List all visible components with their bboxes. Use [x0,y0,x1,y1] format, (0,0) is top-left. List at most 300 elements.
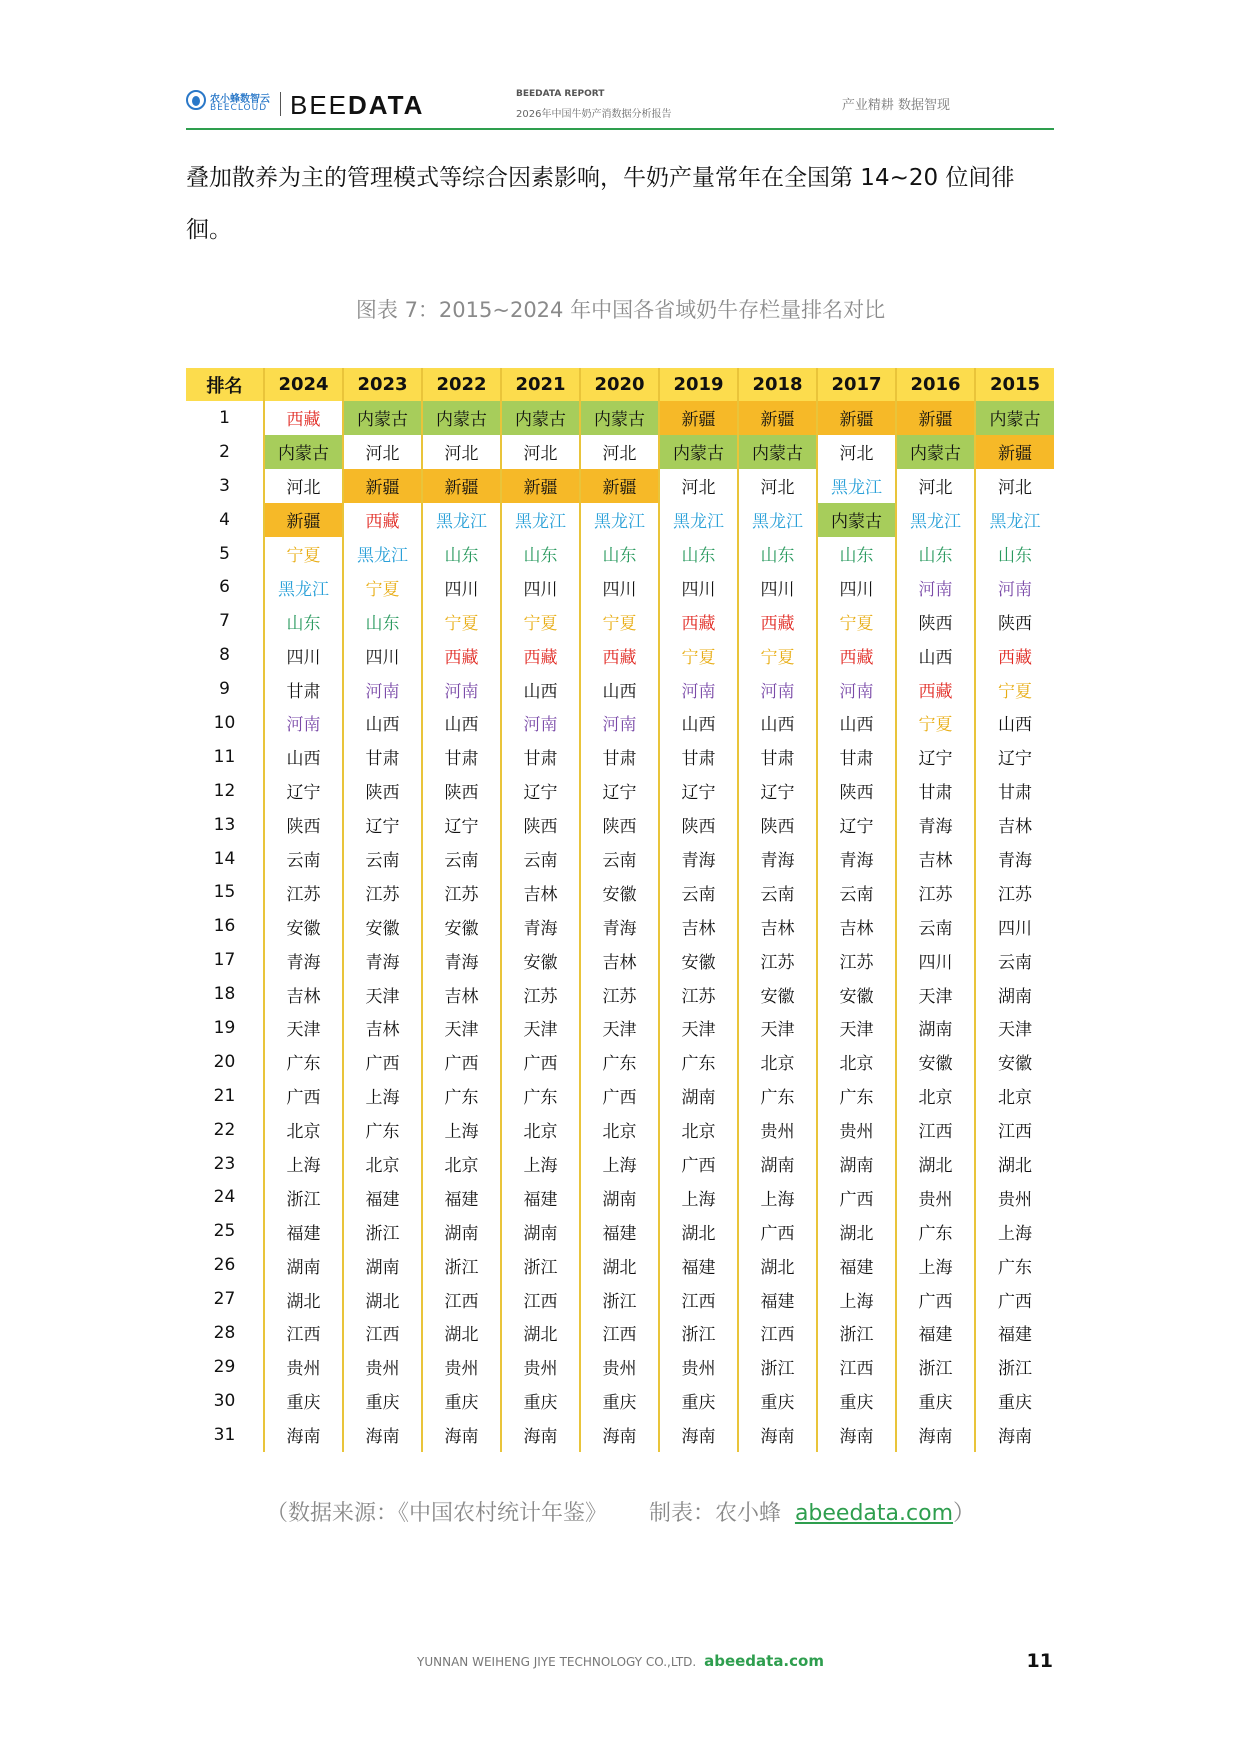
province-cell: 河北 [501,435,580,469]
province-cell: 浙江 [659,1316,738,1350]
province-cell: 贵州 [343,1350,422,1384]
province-cell: 黑龙江 [580,503,659,537]
province-cell: 内蒙古 [817,503,896,537]
province-cell: 新疆 [896,401,975,435]
province-cell: 安徽 [422,909,501,943]
province-cell: 新疆 [343,469,422,503]
province-cell: 河北 [659,469,738,503]
province-cell: 安徽 [817,977,896,1011]
table-row [186,1147,1054,1181]
province-cell: 上海 [817,1282,896,1316]
year-column-header: 2024 [264,368,343,401]
province-cell: 安徽 [580,875,659,909]
province-cell: 宁夏 [343,570,422,604]
province-cell: 北京 [817,1045,896,1079]
province-cell: 青海 [264,943,343,977]
province-cell: 西藏 [975,638,1054,672]
rank-cell: 16 [213,916,236,937]
province-ranking-table [186,368,1054,1452]
province-cell: 辽宁 [501,774,580,808]
province-cell: 甘肃 [659,740,738,774]
header-divider [186,128,1054,130]
rank-cell: 9 [219,679,230,700]
table-row [186,1384,1054,1418]
brand-wordmark [290,90,424,121]
province-cell: 吉林 [343,1011,422,1045]
table-row [186,1248,1054,1282]
header-slogan: 产业精耕 数据智现 [841,98,950,113]
table-header-row [186,368,1054,401]
province-cell: 山东 [817,537,896,571]
rank-cell: 26 [213,1255,236,1276]
rank-cell: 10 [213,712,236,733]
province-cell: 北京 [264,1113,343,1147]
province-cell: 广西 [817,1180,896,1214]
province-cell: 陕西 [896,604,975,638]
rank-cell: 31 [213,1424,236,1445]
province-cell: 云南 [738,875,817,909]
province-cell: 湖南 [738,1147,817,1181]
province-cell: 福建 [501,1180,580,1214]
province-cell: 云南 [896,909,975,943]
table-row [186,537,1054,571]
province-cell: 山东 [343,604,422,638]
province-cell: 山西 [343,706,422,740]
province-cell: 安徽 [896,1045,975,1079]
table-row [186,1011,1054,1045]
province-cell: 陕西 [817,774,896,808]
rank-cell: 8 [219,645,230,666]
province-cell: 甘肃 [501,740,580,774]
rank-cell: 14 [213,848,236,869]
rank-cell: 29 [213,1356,236,1377]
province-cell: 河南 [580,706,659,740]
province-cell: 陕西 [580,808,659,842]
table-row [186,943,1054,977]
province-cell: 上海 [264,1147,343,1181]
province-cell: 天津 [738,1011,817,1045]
province-cell: 天津 [422,1011,501,1045]
province-cell: 宁夏 [422,604,501,638]
province-cell: 陕西 [264,808,343,842]
province-cell: 四川 [975,909,1054,943]
province-cell: 江苏 [501,977,580,1011]
province-cell: 贵州 [422,1350,501,1384]
province-cell: 江苏 [580,977,659,1011]
year-column-header: 2015 [975,368,1054,401]
province-cell: 四川 [659,570,738,604]
province-cell: 天津 [501,1011,580,1045]
province-cell: 浙江 [343,1214,422,1248]
province-cell: 甘肃 [264,672,343,706]
province-cell: 江西 [659,1282,738,1316]
province-cell: 吉林 [817,909,896,943]
province-cell: 山西 [738,706,817,740]
province-cell: 黑龙江 [817,469,896,503]
province-cell: 广西 [975,1282,1054,1316]
province-cell: 青海 [501,909,580,943]
rank-cell: 1 [219,407,230,428]
bee-logo-icon [186,90,206,110]
province-cell: 海南 [501,1418,580,1452]
province-cell: 四川 [896,943,975,977]
province-cell: 广东 [659,1045,738,1079]
province-cell: 北京 [343,1147,422,1181]
table-row [186,977,1054,1011]
province-cell: 浙江 [264,1180,343,1214]
province-cell: 陕西 [738,808,817,842]
rank-cell: 22 [213,1119,236,1140]
province-cell: 山东 [501,537,580,571]
province-cell: 江西 [580,1316,659,1350]
province-cell: 山东 [264,604,343,638]
province-cell: 浙江 [501,1248,580,1282]
province-cell: 辽宁 [817,808,896,842]
province-cell: 江西 [738,1316,817,1350]
province-cell: 宁夏 [817,604,896,638]
province-cell: 甘肃 [343,740,422,774]
province-cell: 安徽 [264,909,343,943]
province-cell: 江苏 [738,943,817,977]
rank-cell: 27 [213,1289,236,1310]
province-cell: 山西 [975,706,1054,740]
province-cell: 云南 [580,842,659,876]
rank-cell: 4 [219,509,230,530]
province-cell: 辽宁 [580,774,659,808]
province-cell: 广西 [580,1079,659,1113]
year-column-header: 2019 [659,368,738,401]
province-cell: 内蒙古 [738,435,817,469]
table-row [186,1079,1054,1113]
province-cell: 安徽 [738,977,817,1011]
province-cell: 山东 [659,537,738,571]
province-cell: 河南 [422,672,501,706]
province-cell: 贵州 [264,1350,343,1384]
province-cell: 江苏 [343,875,422,909]
province-cell: 湖北 [659,1214,738,1248]
year-column-header: 2022 [422,368,501,401]
province-cell: 海南 [738,1418,817,1452]
province-cell: 江西 [501,1282,580,1316]
report-chinese-title: 2026年中国牛奶产消数据分析报告 [516,109,672,120]
table-row [186,1214,1054,1248]
province-cell: 广东 [896,1214,975,1248]
rank-cell: 25 [213,1221,236,1242]
province-cell: 新疆 [975,435,1054,469]
rank-cell: 19 [213,1017,236,1038]
rank-cell: 24 [213,1187,236,1208]
province-cell: 新疆 [659,401,738,435]
table-row [186,570,1054,604]
province-cell: 新疆 [580,469,659,503]
rank-cell: 20 [213,1051,236,1072]
brand-light: BEE [290,90,349,120]
province-cell: 山东 [896,537,975,571]
rank-cell: 23 [213,1153,236,1174]
province-cell: 宁夏 [896,706,975,740]
province-cell: 湖南 [659,1079,738,1113]
province-cell: 吉林 [501,875,580,909]
province-cell: 贵州 [580,1350,659,1384]
province-cell: 青海 [896,808,975,842]
province-cell: 陕西 [422,774,501,808]
table-row [186,875,1054,909]
province-cell: 天津 [975,1011,1054,1045]
province-cell: 北京 [896,1079,975,1113]
province-cell: 河北 [343,435,422,469]
province-cell: 天津 [343,977,422,1011]
province-cell: 浙江 [738,1350,817,1384]
province-cell: 贵州 [501,1350,580,1384]
province-cell: 内蒙古 [975,401,1054,435]
province-cell: 黑龙江 [659,503,738,537]
table-row [186,808,1054,842]
province-cell: 广西 [896,1282,975,1316]
province-cell: 广东 [501,1079,580,1113]
province-cell: 宁夏 [738,638,817,672]
province-cell: 新疆 [422,469,501,503]
province-cell: 四川 [738,570,817,604]
source-suffix: ） [953,1501,976,1526]
table-row [186,672,1054,706]
province-cell: 上海 [422,1113,501,1147]
province-cell: 湖北 [817,1214,896,1248]
province-cell: 广西 [264,1079,343,1113]
province-cell: 内蒙古 [659,435,738,469]
province-cell: 山西 [659,706,738,740]
province-cell: 内蒙古 [580,401,659,435]
province-cell: 重庆 [264,1384,343,1418]
province-cell: 甘肃 [817,740,896,774]
year-column-header: 2021 [501,368,580,401]
rank-cell: 12 [213,780,236,801]
province-cell: 湖北 [501,1316,580,1350]
page-header [186,84,1054,128]
province-cell: 吉林 [580,943,659,977]
province-cell: 广东 [422,1079,501,1113]
province-cell: 宁夏 [659,638,738,672]
province-cell: 黑龙江 [738,503,817,537]
footer-site[interactable]: abeedata.com [704,1652,824,1670]
table-caption: 图表 7：2015~2024 年中国各省域奶牛存栏量排名对比 [355,298,886,322]
province-cell: 内蒙古 [422,401,501,435]
province-cell: 云南 [501,842,580,876]
province-cell: 新疆 [501,469,580,503]
province-cell: 青海 [738,842,817,876]
province-cell: 西藏 [422,638,501,672]
province-cell: 河南 [975,570,1054,604]
report-english-title: BEEDATA REPORT [516,89,605,99]
province-cell: 安徽 [975,1045,1054,1079]
rank-cell: 13 [213,814,236,835]
rank-cell: 28 [213,1322,236,1343]
rank-cell: 2 [219,441,230,462]
province-cell: 辽宁 [422,808,501,842]
province-cell: 江西 [975,1113,1054,1147]
page-footer [0,1652,1241,1670]
province-cell: 贵州 [817,1113,896,1147]
province-cell: 贵州 [738,1113,817,1147]
table-row [186,774,1054,808]
province-cell: 海南 [422,1418,501,1452]
province-cell: 湖南 [817,1147,896,1181]
province-cell: 贵州 [896,1180,975,1214]
province-cell: 广西 [422,1045,501,1079]
province-cell: 河南 [896,570,975,604]
province-cell: 内蒙古 [343,401,422,435]
province-cell: 内蒙古 [264,435,343,469]
province-cell: 新疆 [738,401,817,435]
province-cell: 山东 [975,537,1054,571]
table-row [186,1045,1054,1079]
province-cell: 浙江 [975,1350,1054,1384]
province-cell: 海南 [580,1418,659,1452]
table-row [186,740,1054,774]
province-cell: 上海 [738,1180,817,1214]
province-cell: 福建 [659,1248,738,1282]
province-cell: 上海 [896,1248,975,1282]
province-cell: 辽宁 [659,774,738,808]
province-cell: 西藏 [738,604,817,638]
province-cell: 北京 [975,1079,1054,1113]
province-cell: 山西 [422,706,501,740]
rank-cell: 5 [219,543,230,564]
province-cell: 四川 [580,570,659,604]
province-cell: 黑龙江 [343,537,422,571]
province-cell: 河南 [343,672,422,706]
logo-english-name: BEECLOUD [210,103,268,113]
province-cell: 福建 [264,1214,343,1248]
province-cell: 山西 [896,638,975,672]
rank-cell: 6 [219,577,230,598]
province-cell: 安徽 [501,943,580,977]
province-cell: 青海 [422,943,501,977]
province-cell: 辽宁 [264,774,343,808]
province-cell: 云南 [343,842,422,876]
province-cell: 吉林 [975,808,1054,842]
province-cell: 北京 [738,1045,817,1079]
province-cell: 西藏 [343,503,422,537]
year-column-header: 2020 [580,368,659,401]
province-cell: 广东 [817,1079,896,1113]
province-cell: 重庆 [343,1384,422,1418]
province-cell: 安徽 [659,943,738,977]
table-row [186,1282,1054,1316]
rank-cell: 15 [213,882,236,903]
province-cell: 福建 [422,1180,501,1214]
province-cell: 宁夏 [975,672,1054,706]
province-cell: 河北 [738,469,817,503]
province-cell: 北京 [501,1113,580,1147]
province-cell: 江苏 [896,875,975,909]
province-cell: 内蒙古 [501,401,580,435]
province-cell: 四川 [422,570,501,604]
province-cell: 甘肃 [975,774,1054,808]
province-cell: 吉林 [264,977,343,1011]
table-row [186,469,1054,503]
province-cell: 西藏 [264,401,343,435]
data-source-note [0,1496,1241,1527]
province-cell: 河北 [422,435,501,469]
province-cell: 福建 [975,1316,1054,1350]
province-cell: 四川 [343,638,422,672]
province-cell: 云南 [975,943,1054,977]
province-cell: 广东 [264,1045,343,1079]
table-row [186,1350,1054,1384]
province-cell: 江西 [343,1316,422,1350]
province-cell: 辽宁 [343,808,422,842]
province-cell: 黑龙江 [422,503,501,537]
table-row [186,1316,1054,1350]
province-cell: 黑龙江 [501,503,580,537]
table-row [186,1180,1054,1214]
province-cell: 江西 [817,1350,896,1384]
province-cell: 吉林 [422,977,501,1011]
source-link[interactable]: abeedata.com [794,1501,954,1526]
province-cell: 重庆 [580,1384,659,1418]
province-cell: 青海 [817,842,896,876]
province-cell: 湖南 [343,1248,422,1282]
province-cell: 湖北 [422,1316,501,1350]
province-cell: 甘肃 [580,740,659,774]
table-row [186,1113,1054,1147]
province-cell: 广东 [975,1248,1054,1282]
province-cell: 上海 [580,1147,659,1181]
province-cell: 四川 [264,638,343,672]
province-cell: 北京 [422,1147,501,1181]
province-cell: 湖北 [975,1147,1054,1181]
province-cell: 黑龙江 [264,570,343,604]
province-cell: 新疆 [264,503,343,537]
province-cell: 河南 [501,706,580,740]
table-row [186,604,1054,638]
province-cell: 甘肃 [896,774,975,808]
table-body [186,401,1054,1452]
province-cell: 河南 [659,672,738,706]
province-cell: 西藏 [659,604,738,638]
province-cell: 河北 [264,469,343,503]
province-cell: 福建 [896,1316,975,1350]
province-cell: 陕西 [343,774,422,808]
rank-cell: 21 [213,1085,236,1106]
province-cell: 西藏 [580,638,659,672]
logo-chinese-name: 农小蜂数智云 [210,94,270,105]
table-row [186,909,1054,943]
rank-cell: 11 [213,746,236,767]
province-cell: 天津 [659,1011,738,1045]
year-column-header: 2018 [738,368,817,401]
province-cell: 天津 [580,1011,659,1045]
province-cell: 重庆 [501,1384,580,1418]
logo-separator [280,92,281,116]
province-cell: 福建 [738,1282,817,1316]
province-cell: 四川 [501,570,580,604]
province-cell: 重庆 [738,1384,817,1418]
province-cell: 上海 [501,1147,580,1181]
province-cell: 湖北 [343,1282,422,1316]
province-cell: 云南 [817,875,896,909]
province-cell: 北京 [580,1113,659,1147]
brand-bold: DATA [348,90,425,120]
province-cell: 安徽 [343,909,422,943]
province-cell: 海南 [343,1418,422,1452]
province-cell: 陕西 [975,604,1054,638]
province-cell: 湖南 [264,1248,343,1282]
province-cell: 吉林 [896,842,975,876]
province-cell: 河北 [580,435,659,469]
province-cell: 广东 [343,1113,422,1147]
province-cell: 海南 [659,1418,738,1452]
